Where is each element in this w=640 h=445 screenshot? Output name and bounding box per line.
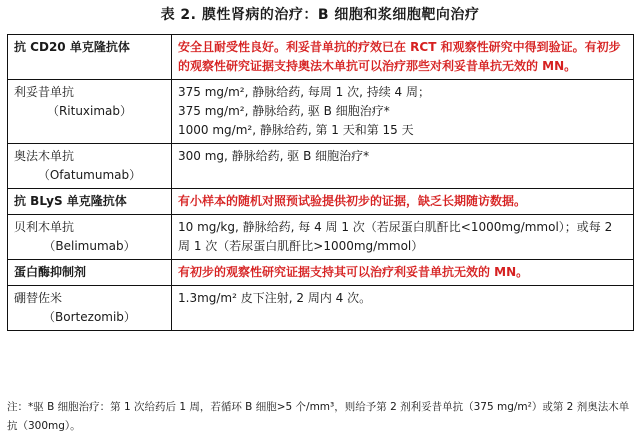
treatment-table [7,34,634,331]
drug-name-cell [8,286,172,331]
dose-cell [172,144,634,189]
dose-line: 375 mg/m², 静脉给药, 驱 B 细胞治疗* [178,104,390,118]
section-header: 抗 BLyS 单克隆抗体 [8,189,172,215]
drug-name-en: （Bortezomib） [43,310,136,324]
drug-name: 利妥昔单抗 [14,85,75,99]
dose-line: 375 mg/m², 静脉给药, 每周 1 次, 持续 4 周； [178,85,430,99]
drug-name-en: （Rituximab） [46,104,133,118]
section-header: 抗 CD20 单克隆抗体 [8,35,172,80]
drug-row [8,215,634,260]
section-header-row [8,260,634,286]
dose-line: 300 mg, 静脉给药, 驱 B 细胞治疗* [178,149,370,163]
drug-name: 奥法木单抗 [14,149,75,163]
drug-name-en: （Belimumab） [43,239,136,253]
evidence-summary: 安全且耐受性良好。利妥昔单抗的疗效已在 RCT 和观察性研究中得到验证。有初步的观察性研究证据支持奥法木单抗可以治疗那些对利妥昔单抗无效的 MN。 [172,35,634,80]
footnote: 注：*驱 B 细胞治疗：第 1 次给药后 1 周，若循环 B 细胞>5 个/mm³，则给予第 2 剂利妥昔单抗（375 mg/m²）或第 2 剂奥法木单抗（300mg）。 [7,401,630,432]
dose-cell [172,286,634,331]
drug-name-cell [8,80,172,144]
drug-name-cell [8,215,172,260]
dose-line: 1.3mg/m² 皮下注射, 2 周内 4 次。 [178,291,372,305]
section-header: 蛋白酶抑制剂 [8,260,172,286]
dose-line: 1000 mg/m², 静脉给药, 第 1 天和第 15 天 [178,123,414,137]
drug-name-cell [8,144,172,189]
drug-name: 贝利木单抗 [14,220,75,234]
section-header-row [8,35,634,80]
dose-cell [172,215,634,260]
dose-line: 10 mg/kg, 静脉给药, 每 4 周 1 次（若尿蛋白肌酐比<1000mg/mmol）；或每 2 周 1 次（若尿蛋白肌酐比>1000mg/mmol） [178,220,613,253]
drug-row [8,80,634,144]
section-header-row [8,189,634,215]
drug-row [8,144,634,189]
evidence-summary: 有小样本的随机对照预试验提供初步的证据，缺乏长期随访数据。 [172,189,634,215]
drug-row [8,286,634,331]
table-title: 表 2. 膜性肾病的治疗：B 细胞和浆细胞靶向治疗 [160,7,480,23]
evidence-summary: 有初步的观察性研究证据支持其可以治疗利妥昔单抗无效的 MN。 [172,260,634,286]
drug-name: 硼替佐米 [14,291,63,305]
drug-name-en: （Ofatumumab） [37,168,142,182]
dose-cell [172,80,634,144]
